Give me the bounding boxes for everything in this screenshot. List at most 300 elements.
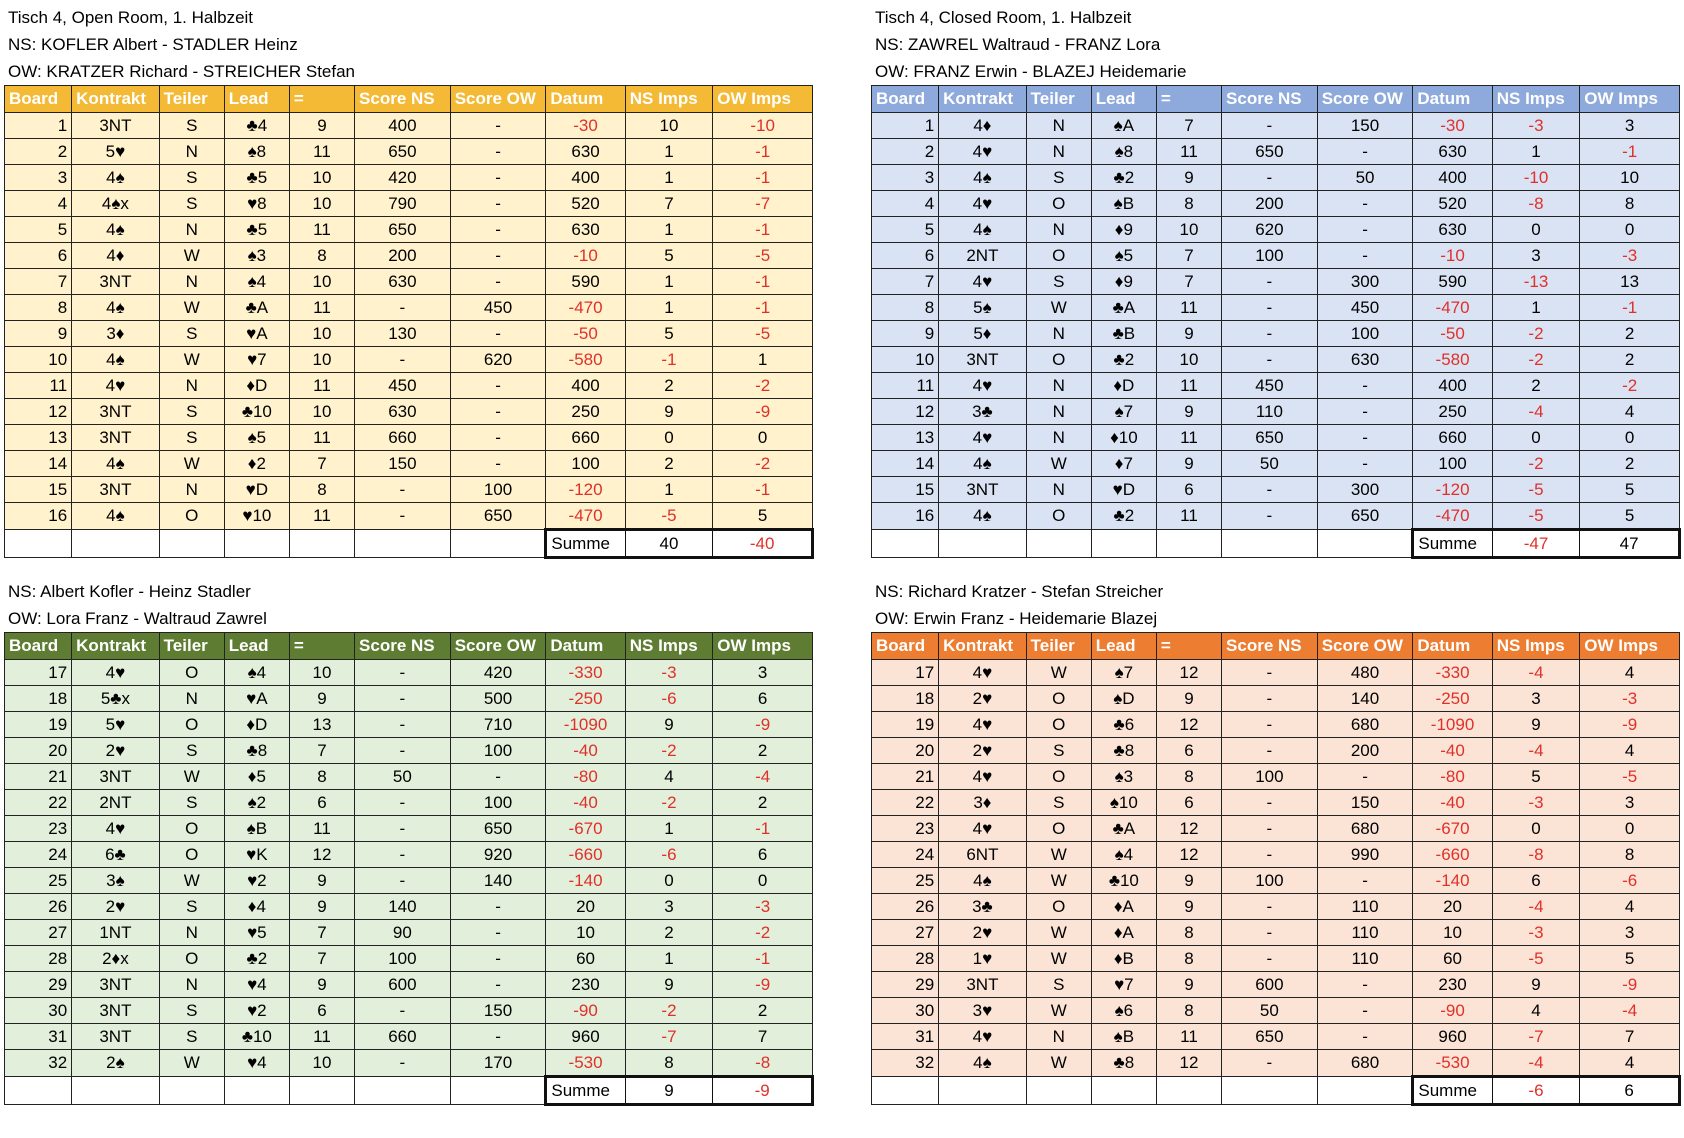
cell-lead: ♠B xyxy=(1091,1024,1156,1050)
cell-datum: -250 xyxy=(546,686,625,712)
cell-ow-imps: -1 xyxy=(713,165,813,191)
cell-ow-imps: 2 xyxy=(1580,321,1680,347)
cell-ow-imps: 7 xyxy=(713,1024,813,1050)
cell-datum: 630 xyxy=(1413,139,1492,165)
cell-teiler: W xyxy=(1026,920,1091,946)
cell-ns-imps: 4 xyxy=(625,764,713,790)
cell-kontrakt: 4♥ xyxy=(939,1024,1027,1050)
cell-ow: 680 xyxy=(1317,816,1413,842)
score-block-open-room-second-half xyxy=(4,578,814,1106)
cell-datum: -80 xyxy=(546,764,625,790)
cell-ow: 300 xyxy=(1317,477,1413,503)
cell-ns-imps: 1 xyxy=(625,269,713,295)
cell-board: 20 xyxy=(872,738,939,764)
cell-ow-imps: 3 xyxy=(1580,920,1680,946)
cell-ow-imps: 1 xyxy=(713,347,813,373)
cell-ns: - xyxy=(1222,503,1318,530)
cell-kontrakt: 4♠ xyxy=(939,868,1027,894)
summe-spacer xyxy=(939,1077,1027,1105)
table-header-row xyxy=(5,86,813,113)
cell-tricks: 11 xyxy=(1156,139,1221,165)
cell-datum: -10 xyxy=(546,243,625,269)
cell-tricks: 11 xyxy=(1156,425,1221,451)
cell-ow: - xyxy=(450,165,546,191)
cell-kontrakt: 4♠ xyxy=(72,451,160,477)
score-block-closed-room-second-half xyxy=(871,578,1681,1106)
cell-tricks: 11 xyxy=(1156,1024,1221,1050)
cell-ns-imps: 1 xyxy=(625,816,713,842)
cell-tricks: 7 xyxy=(1156,113,1221,139)
cell-ns: 790 xyxy=(355,191,451,217)
table-row xyxy=(872,399,1680,425)
cell-ow-imps: -3 xyxy=(713,894,813,920)
cell-datum: 10 xyxy=(546,920,625,946)
cell-ns: - xyxy=(1222,842,1318,868)
cell-ow-imps: -10 xyxy=(713,113,813,139)
cell-datum: 400 xyxy=(546,373,625,399)
cell-ns: - xyxy=(355,660,451,686)
cell-ns: 650 xyxy=(355,217,451,243)
cell-kontrakt: 3NT xyxy=(72,1024,160,1050)
cell-ns: 650 xyxy=(355,139,451,165)
cell-ns: 450 xyxy=(1222,373,1318,399)
cell-teiler: S xyxy=(1026,972,1091,998)
table-row xyxy=(872,738,1680,764)
cell-tricks: 9 xyxy=(1156,972,1221,998)
cell-ns-imps: 2 xyxy=(625,451,713,477)
cell-ns: - xyxy=(1222,920,1318,946)
column-header-ow-imps: OW Imps xyxy=(1580,633,1680,660)
cell-ow: - xyxy=(1317,972,1413,998)
cell-datum: 590 xyxy=(1413,269,1492,295)
cell-ow: 300 xyxy=(1317,269,1413,295)
cell-datum: -140 xyxy=(1413,868,1492,894)
summe-spacer xyxy=(355,530,451,558)
cell-ns-imps: 1 xyxy=(1492,295,1580,321)
cell-kontrakt: 3NT xyxy=(939,347,1027,373)
cell-datum: -90 xyxy=(1413,998,1492,1024)
cell-ns: - xyxy=(1222,660,1318,686)
cell-ow: 450 xyxy=(1317,295,1413,321)
cell-teiler: S xyxy=(159,165,224,191)
cell-lead: ♠4 xyxy=(1091,842,1156,868)
table-row xyxy=(872,868,1680,894)
table-row xyxy=(872,660,1680,686)
cell-lead: ♦5 xyxy=(224,764,289,790)
cell-ns-imps: 9 xyxy=(1492,972,1580,998)
cell-lead: ♣2 xyxy=(224,946,289,972)
summe-spacer xyxy=(1317,1077,1413,1105)
cell-ow-imps: 2 xyxy=(1580,451,1680,477)
cell-lead: ♠8 xyxy=(1091,139,1156,165)
cell-tricks: 8 xyxy=(289,243,354,269)
cell-tricks: 8 xyxy=(1156,764,1221,790)
cell-teiler: N xyxy=(1026,1024,1091,1050)
cell-ns: 50 xyxy=(1222,998,1318,1024)
cell-ow: 110 xyxy=(1317,946,1413,972)
cell-ns: - xyxy=(355,816,451,842)
cell-ow: - xyxy=(450,894,546,920)
table-row xyxy=(872,113,1680,139)
cell-board: 7 xyxy=(872,269,939,295)
column-header-kontrakt: Kontrakt xyxy=(939,86,1027,113)
cell-datum: -470 xyxy=(1413,503,1492,530)
cell-kontrakt: 4♥ xyxy=(939,712,1027,738)
cell-ow: - xyxy=(1317,1024,1413,1050)
cell-board: 1 xyxy=(5,113,72,139)
cell-teiler: W xyxy=(159,868,224,894)
table-row xyxy=(872,139,1680,165)
cell-lead: ♥5 xyxy=(224,920,289,946)
cell-ns-imps: -4 xyxy=(1492,894,1580,920)
cell-teiler: W xyxy=(159,295,224,321)
cell-ns-imps: -6 xyxy=(625,686,713,712)
cell-datum: -120 xyxy=(546,477,625,503)
cell-board: 18 xyxy=(5,686,72,712)
cell-ow: - xyxy=(450,425,546,451)
cell-kontrakt: 2♦x xyxy=(72,946,160,972)
cell-ow-imps: -9 xyxy=(713,399,813,425)
cell-ns: 660 xyxy=(355,425,451,451)
cell-kontrakt: 4♠ xyxy=(939,1050,1027,1077)
cell-ns: - xyxy=(1222,686,1318,712)
cell-ow-imps: 5 xyxy=(1580,477,1680,503)
cell-board: 28 xyxy=(872,946,939,972)
table-row xyxy=(872,425,1680,451)
cell-kontrakt: 3♦ xyxy=(939,790,1027,816)
summe-ns-imps: -47 xyxy=(1492,530,1580,558)
cell-ns: 200 xyxy=(355,243,451,269)
cell-ow: 100 xyxy=(450,790,546,816)
column-header-tricks: = xyxy=(289,86,354,113)
table-row xyxy=(872,894,1680,920)
cell-ow-imps: 8 xyxy=(1580,842,1680,868)
cell-kontrakt: 3♣ xyxy=(939,894,1027,920)
cell-tricks: 9 xyxy=(289,972,354,998)
cell-tricks: 7 xyxy=(1156,243,1221,269)
cell-teiler: O xyxy=(159,660,224,686)
cell-ns-imps: -7 xyxy=(1492,1024,1580,1050)
cell-ow: 450 xyxy=(450,295,546,321)
cell-board: 5 xyxy=(872,217,939,243)
cell-datum: -470 xyxy=(546,503,625,530)
cell-ow-imps: -4 xyxy=(1580,998,1680,1024)
table-row xyxy=(5,399,813,425)
table-row xyxy=(872,920,1680,946)
cell-datum: -40 xyxy=(1413,790,1492,816)
cell-kontrakt: 2♠ xyxy=(72,1050,160,1077)
cell-ns: 100 xyxy=(1222,764,1318,790)
cell-kontrakt: 3NT xyxy=(72,972,160,998)
cell-kontrakt: 6♣ xyxy=(72,842,160,868)
cell-teiler: N xyxy=(159,373,224,399)
cell-board: 30 xyxy=(872,998,939,1024)
table-header-row xyxy=(872,86,1680,113)
cell-lead: ♠B xyxy=(224,816,289,842)
table-row xyxy=(5,477,813,503)
cell-board: 29 xyxy=(872,972,939,998)
column-header-board: Board xyxy=(872,86,939,113)
cell-ns-imps: -4 xyxy=(1492,399,1580,425)
cell-teiler: W xyxy=(159,764,224,790)
cell-board: 12 xyxy=(872,399,939,425)
score-block-closed-room-first-half xyxy=(871,4,1681,559)
cell-datum: 20 xyxy=(1413,894,1492,920)
score-table xyxy=(4,632,814,1106)
cell-ow-imps: 7 xyxy=(1580,1024,1680,1050)
cell-kontrakt: 3NT xyxy=(72,269,160,295)
cell-ns-imps: 9 xyxy=(625,399,713,425)
cell-ns-imps: 0 xyxy=(625,868,713,894)
cell-ns-imps: 2 xyxy=(625,920,713,946)
summe-ow-imps: 6 xyxy=(1580,1077,1680,1105)
cell-ns: - xyxy=(355,686,451,712)
table-row xyxy=(872,243,1680,269)
summe-label: Summe xyxy=(1413,530,1492,558)
cell-teiler: N xyxy=(159,139,224,165)
cell-board: 31 xyxy=(872,1024,939,1050)
cell-ns-imps: -3 xyxy=(1492,113,1580,139)
cell-board: 25 xyxy=(872,868,939,894)
summe-spacer xyxy=(5,530,72,558)
cell-ns: - xyxy=(355,1050,451,1077)
cell-lead: ♠8 xyxy=(224,139,289,165)
cell-kontrakt: 4♠ xyxy=(72,165,160,191)
cell-ns: 630 xyxy=(355,269,451,295)
summe-spacer xyxy=(939,530,1027,558)
cell-ow: - xyxy=(450,451,546,477)
cell-ns-imps: 3 xyxy=(1492,686,1580,712)
cell-lead: ♣B xyxy=(1091,321,1156,347)
cell-ow: - xyxy=(450,1024,546,1050)
cell-kontrakt: 4♠ xyxy=(939,503,1027,530)
summe-spacer xyxy=(1156,1077,1221,1105)
cell-tricks: 6 xyxy=(1156,738,1221,764)
table-row xyxy=(5,503,813,530)
cell-ns-imps: -13 xyxy=(1492,269,1580,295)
cell-kontrakt: 4♠ xyxy=(72,503,160,530)
cell-ow-imps: 0 xyxy=(1580,425,1680,451)
cell-board: 14 xyxy=(5,451,72,477)
cell-teiler: O xyxy=(1026,347,1091,373)
column-header-teiler: Teiler xyxy=(1026,633,1091,660)
table-caption-line: OW: Lora Franz - Waltraud Zawrel xyxy=(8,609,267,628)
cell-kontrakt: 2♥ xyxy=(939,738,1027,764)
cell-kontrakt: 4♥ xyxy=(939,139,1027,165)
cell-tricks: 11 xyxy=(289,139,354,165)
cell-tricks: 11 xyxy=(289,503,354,530)
table-caption-line: OW: Erwin Franz - Heidemarie Blazej xyxy=(875,609,1158,628)
cell-kontrakt: 4♠ xyxy=(72,295,160,321)
cell-tricks: 7 xyxy=(289,920,354,946)
cell-board: 13 xyxy=(5,425,72,451)
summe-row xyxy=(872,530,1680,558)
cell-ns: - xyxy=(355,503,451,530)
cell-board: 32 xyxy=(872,1050,939,1077)
cell-kontrakt: 4♥ xyxy=(939,816,1027,842)
cell-kontrakt: 3♦ xyxy=(72,321,160,347)
cell-ow-imps: 3 xyxy=(1580,790,1680,816)
table-row xyxy=(872,998,1680,1024)
cell-ow-imps: 4 xyxy=(1580,399,1680,425)
cell-ns: 660 xyxy=(355,1024,451,1050)
cell-lead: ♣8 xyxy=(224,738,289,764)
cell-kontrakt: 4♠x xyxy=(72,191,160,217)
cell-board: 23 xyxy=(5,816,72,842)
summe-spacer xyxy=(289,530,354,558)
cell-tricks: 11 xyxy=(1156,373,1221,399)
cell-ns: - xyxy=(355,295,451,321)
cell-board: 8 xyxy=(5,295,72,321)
cell-teiler: W xyxy=(1026,451,1091,477)
table-row xyxy=(5,686,813,712)
cell-datum: 20 xyxy=(546,894,625,920)
table-caption-line: NS: Richard Kratzer - Stefan Streicher xyxy=(875,582,1164,601)
cell-ns: - xyxy=(1222,1050,1318,1077)
table-row xyxy=(872,373,1680,399)
table-row xyxy=(872,686,1680,712)
cell-tricks: 9 xyxy=(289,894,354,920)
summe-spacer xyxy=(72,530,160,558)
cell-ow: - xyxy=(450,764,546,790)
cell-datum: 660 xyxy=(546,425,625,451)
cell-board: 15 xyxy=(872,477,939,503)
cell-board: 27 xyxy=(872,920,939,946)
cell-ow-imps: -9 xyxy=(1580,712,1680,738)
cell-kontrakt: 6NT xyxy=(939,842,1027,868)
summe-row xyxy=(5,1077,813,1105)
cell-datum: 520 xyxy=(546,191,625,217)
cell-datum: 100 xyxy=(1413,451,1492,477)
cell-ow: - xyxy=(1317,373,1413,399)
cell-board: 26 xyxy=(872,894,939,920)
cell-ow-imps: 4 xyxy=(1580,660,1680,686)
cell-datum: -580 xyxy=(546,347,625,373)
summe-spacer xyxy=(450,1077,546,1105)
cell-teiler: N xyxy=(1026,373,1091,399)
cell-ow: 710 xyxy=(450,712,546,738)
cell-teiler: O xyxy=(159,816,224,842)
cell-ns-imps: 9 xyxy=(1492,712,1580,738)
cell-datum: -10 xyxy=(1413,243,1492,269)
cell-datum: -50 xyxy=(546,321,625,347)
cell-ns-imps: -3 xyxy=(1492,920,1580,946)
cell-board: 10 xyxy=(872,347,939,373)
table-row xyxy=(5,764,813,790)
cell-teiler: O xyxy=(1026,243,1091,269)
table-row xyxy=(5,139,813,165)
table-caption-line: NS: KOFLER Albert - STADLER Heinz xyxy=(8,35,298,54)
table-row xyxy=(5,217,813,243)
column-header-tricks: = xyxy=(1156,633,1221,660)
table-row xyxy=(872,1024,1680,1050)
cell-ow-imps: -5 xyxy=(1580,764,1680,790)
cell-ns-imps: 5 xyxy=(625,321,713,347)
cell-ow: - xyxy=(1317,139,1413,165)
cell-ns: - xyxy=(355,347,451,373)
cell-board: 4 xyxy=(5,191,72,217)
cell-kontrakt: 4♥ xyxy=(939,191,1027,217)
cell-tricks: 13 xyxy=(289,712,354,738)
cell-ow: 110 xyxy=(1317,920,1413,946)
cell-ow-imps: 5 xyxy=(1580,946,1680,972)
cell-datum: -80 xyxy=(1413,764,1492,790)
cell-ow: 480 xyxy=(1317,660,1413,686)
column-header-datum: Datum xyxy=(1413,86,1492,113)
cell-tricks: 11 xyxy=(1156,295,1221,321)
cell-ow-imps: 5 xyxy=(713,503,813,530)
table-row xyxy=(5,295,813,321)
column-header-kontrakt: Kontrakt xyxy=(939,633,1027,660)
column-header-ow-imps: OW Imps xyxy=(1580,86,1680,113)
cell-ow: - xyxy=(1317,998,1413,1024)
cell-kontrakt: 3NT xyxy=(72,477,160,503)
cell-lead: ♠7 xyxy=(1091,399,1156,425)
cell-teiler: N xyxy=(159,972,224,998)
cell-kontrakt: 2♥ xyxy=(939,920,1027,946)
cell-kontrakt: 3♠ xyxy=(72,868,160,894)
cell-teiler: S xyxy=(1026,269,1091,295)
summe-spacer xyxy=(159,530,224,558)
cell-ow: - xyxy=(1317,425,1413,451)
cell-tricks: 10 xyxy=(289,1050,354,1077)
cell-ns-imps: 1 xyxy=(625,295,713,321)
cell-lead: ♥4 xyxy=(224,972,289,998)
cell-teiler: S xyxy=(159,321,224,347)
cell-ow-imps: -3 xyxy=(1580,243,1680,269)
cell-teiler: S xyxy=(159,113,224,139)
cell-ns-imps: 5 xyxy=(1492,764,1580,790)
table-row xyxy=(5,660,813,686)
cell-lead: ♠7 xyxy=(1091,660,1156,686)
cell-teiler: S xyxy=(159,894,224,920)
column-header-teiler: Teiler xyxy=(1026,86,1091,113)
cell-ns-imps: 4 xyxy=(1492,998,1580,1024)
cell-tricks: 12 xyxy=(289,842,354,868)
cell-teiler: W xyxy=(159,1050,224,1077)
cell-ns-imps: 1 xyxy=(625,165,713,191)
cell-ow: 620 xyxy=(450,347,546,373)
score-table xyxy=(871,632,1681,1106)
column-header-kontrakt: Kontrakt xyxy=(72,86,160,113)
cell-teiler: N xyxy=(1026,217,1091,243)
cell-datum: 960 xyxy=(1413,1024,1492,1050)
cell-tricks: 8 xyxy=(1156,946,1221,972)
cell-lead: ♦9 xyxy=(1091,217,1156,243)
cell-lead: ♦10 xyxy=(1091,425,1156,451)
cell-board: 28 xyxy=(5,946,72,972)
cell-ow: 680 xyxy=(1317,712,1413,738)
cell-tricks: 9 xyxy=(1156,321,1221,347)
cell-kontrakt: 3NT xyxy=(72,425,160,451)
cell-lead: ♠5 xyxy=(1091,243,1156,269)
cell-datum: -330 xyxy=(1413,660,1492,686)
cell-kontrakt: 4♥ xyxy=(939,660,1027,686)
cell-lead: ♦4 xyxy=(224,894,289,920)
cell-ow-imps: 2 xyxy=(713,790,813,816)
cell-ns: - xyxy=(355,998,451,1024)
cell-ow-imps: 0 xyxy=(1580,217,1680,243)
cell-ns-imps: -1 xyxy=(625,347,713,373)
cell-ow: - xyxy=(450,139,546,165)
cell-board: 14 xyxy=(872,451,939,477)
cell-lead: ♠10 xyxy=(1091,790,1156,816)
cell-kontrakt: 4♠ xyxy=(939,165,1027,191)
table-row xyxy=(5,347,813,373)
cell-tricks: 7 xyxy=(289,451,354,477)
cell-datum: -580 xyxy=(1413,347,1492,373)
cell-ow-imps: 4 xyxy=(1580,1050,1680,1077)
